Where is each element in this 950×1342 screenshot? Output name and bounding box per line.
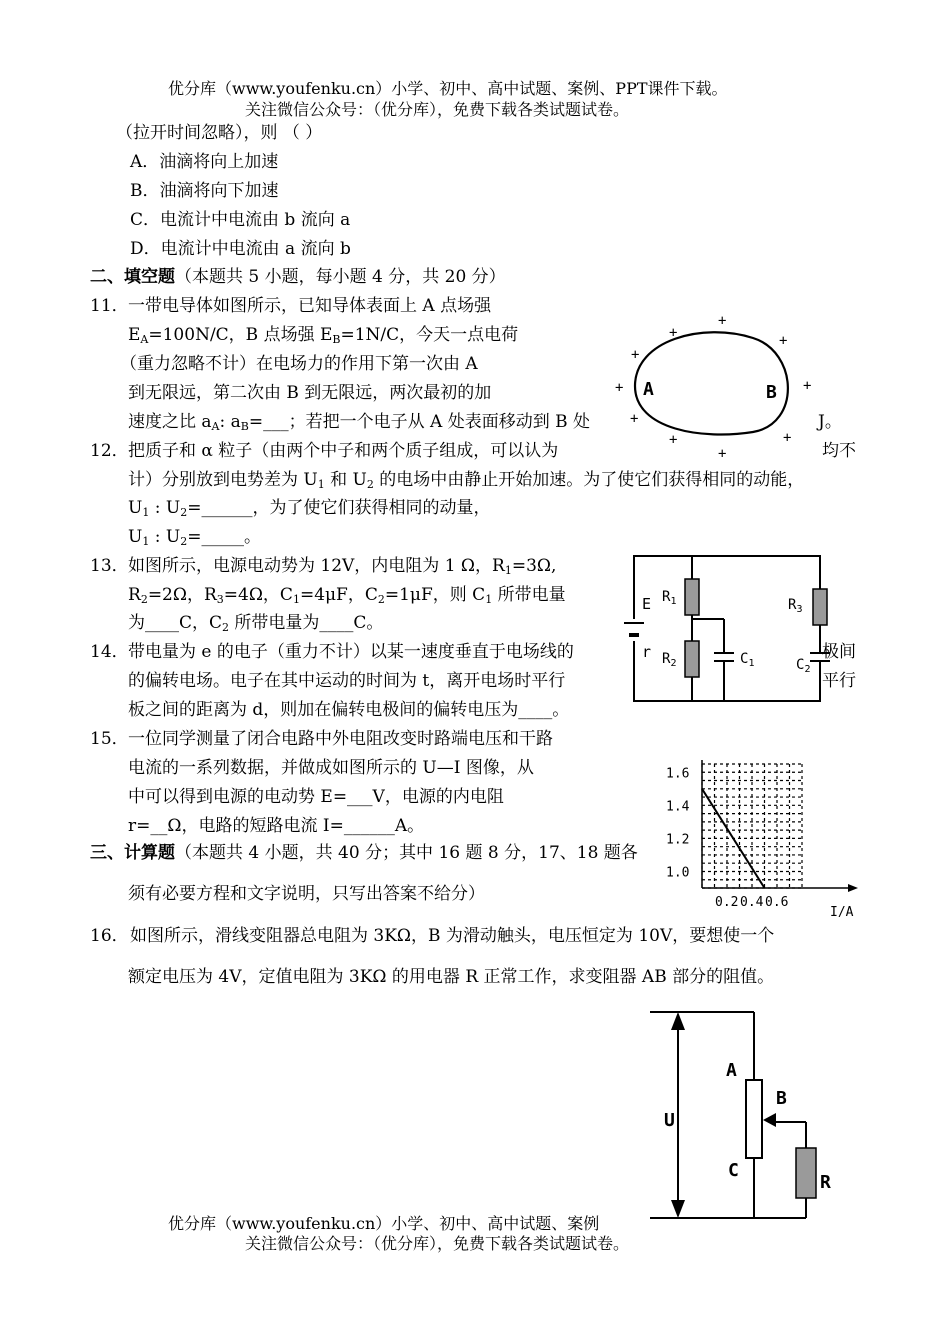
q11-number: 11．: [90, 296, 129, 316]
q15-line-3: 中可以得到电源的电动势 E=___V，电源的内电阻: [128, 787, 504, 807]
q11-l5-mid: : a: [219, 412, 241, 432]
plus-sign: +: [669, 432, 678, 448]
section3-line-2: 须有必要方程和文字说明，只写出答案不给分）: [128, 884, 485, 904]
section2-desc: （本题共 5 小题，每小题 4 分，共 20 分）: [175, 267, 506, 287]
q11-l2-sub-a: A: [140, 333, 149, 346]
q13-l3-end: 所带电量为____C。: [229, 613, 384, 633]
plus-sign: +: [631, 347, 640, 363]
q13-line-3: [128, 612, 383, 634]
q10-option-c: C．电流计中电流由 b 流向 a: [130, 210, 351, 230]
q12-l4-u: U: [128, 527, 143, 547]
q12-l3-u: U: [128, 498, 143, 518]
q12-line-1: 把质子和 α 粒子（由两个中子和两个质子组成，可以认为: [128, 441, 559, 461]
r3-label: $R_3$: [788, 597, 803, 615]
section3-desc: （本题共 4 小题，共 40 分；其中 16 题 8 分，17、18 题各: [175, 843, 638, 863]
resistor-r2: [685, 641, 699, 677]
y-tick-label: 1.4: [666, 799, 690, 815]
q15-line-2: 电流的一系列数据，并做成如图所示的 U—I 图像，从: [128, 758, 534, 778]
q12-l4-sub-1: 1: [142, 535, 150, 548]
terminal-a-label: A: [726, 1060, 737, 1081]
q11-line-5-tail: J。: [818, 412, 842, 432]
u-i-chart: [660, 752, 870, 920]
q16-number: 16．: [90, 926, 129, 946]
q12-l3-sub-2: 2: [180, 506, 188, 519]
slider-arrow: [763, 1113, 776, 1127]
q13-l2-k: 所带电量: [492, 585, 566, 605]
q14-line-1-tail: 极间: [822, 642, 856, 662]
q11-l2-sub-b: B: [332, 333, 341, 346]
y-tick-label: 1.6: [666, 766, 690, 782]
plus-sign: +: [669, 325, 678, 341]
q11-l5-sub-b: B: [240, 420, 249, 433]
q13-line-2: [128, 584, 566, 606]
x-axis-label: I/A: [830, 905, 854, 920]
rheostat-circuit-figure: [630, 1000, 860, 1226]
q13-l2-i: =1μF，则 C: [384, 585, 486, 605]
q14-line-3: 板之间的距离为 d，则加在偏转电极间的偏转电压为____。: [128, 700, 570, 720]
voltage-arrow-down: [671, 1200, 685, 1218]
q15-line-4: r=__Ω，电路的短路电流 I=______A。: [128, 816, 425, 836]
plus-sign: +: [630, 411, 639, 427]
q10-tail-line: （拉开时间忽略），则 （ ）: [116, 123, 323, 143]
r2-label: $R_2$: [662, 651, 677, 669]
q13-l2-s2: 3: [216, 593, 224, 606]
chart-series: [702, 789, 765, 888]
q12-l4-mid: : U: [149, 527, 181, 547]
x-tick-label: 0.6: [765, 895, 789, 910]
q13-l3-sub: 2: [222, 621, 230, 634]
q11-l2-mid: =100N/C，B 点场强 E: [148, 325, 333, 345]
q14-line-2-tail: 平行: [822, 671, 856, 691]
q10-option-b: B．油滴将向下加速: [130, 181, 279, 201]
q12-l4-end: =_____。: [187, 527, 261, 547]
q11-line-5: [128, 411, 590, 433]
plus-sign: +: [783, 430, 792, 446]
x-tick-label: 0.4: [740, 895, 764, 910]
q12-l2-mid: 和 U: [324, 470, 367, 490]
q13-l1-a: 如图所示，电源电动势为 12V，内电阻为 1 Ω，R: [128, 556, 505, 576]
capacitor-circuit-figure: [620, 549, 835, 711]
circuit-wires: [634, 556, 820, 701]
q15-line-1: 一位同学测量了闭合电路中外电阻改变时路端电压和干路: [128, 729, 553, 749]
q14-number: 14．: [90, 642, 129, 662]
q14-line-1: 带电量为 e 的电子（重力不计）以某一速度垂直于电场线的: [128, 642, 574, 662]
plus-sign: +: [718, 446, 727, 462]
q15-number: 15．: [90, 729, 129, 749]
q12-l2-sub-1: 1: [317, 478, 325, 491]
rheostat-body: [746, 1080, 762, 1158]
header-line-2: 关注微信公众号：（优分库），免费下载各类试题试卷。: [245, 100, 630, 119]
q11-l5-end: =___；若把一个电子从 A 处表面移动到 B 处: [248, 412, 591, 432]
resistor-r3: [813, 589, 827, 625]
q10-option-a: A．油滴将向上加速: [130, 152, 279, 172]
c1-label: $C_1$: [740, 651, 755, 669]
plus-sign: +: [718, 313, 727, 329]
q12-line-4: [128, 526, 261, 548]
q13-number: 13．: [90, 556, 129, 576]
q11-line-4: 到无限远，第二次由 B 到无限远，两次最初的加: [128, 383, 492, 403]
q13-l2-s1: 2: [140, 593, 148, 606]
q11-l2-e: E: [128, 325, 141, 345]
q13-l2-s4: 2: [377, 593, 385, 606]
chart-tick-labels: [666, 766, 854, 920]
c2-label: $C_2$: [796, 657, 811, 675]
q12-l2-a: 计）分别放到电势差为 U: [128, 470, 318, 490]
q12-line-3: [128, 497, 490, 519]
voltage-arrow-up: [671, 1012, 685, 1030]
x-tick-label: 0.2: [715, 895, 739, 910]
q11-l5-sub-a: A: [211, 420, 220, 433]
section2-label: 二、填空题: [90, 267, 175, 287]
footer-line-1: 优分库（www.youfenku.cn）小学、初中、高中试题、案例: [168, 1214, 600, 1233]
y-tick-label: 1.2: [666, 832, 690, 848]
plus-sign: +: [803, 378, 812, 394]
header-line-1: 优分库（www.youfenku.cn）小学、初中、高中试题、案例、PPT课件下载。: [168, 79, 728, 98]
resistor-r-label: R: [820, 1172, 831, 1193]
conductor-label-b: B: [766, 382, 777, 403]
q13-line-1: [128, 555, 556, 577]
section3-heading: [90, 842, 638, 864]
conductor-label-a: A: [643, 379, 654, 400]
q11-line-1: 一带电导体如图所示，已知导体表面上 A 点场强: [128, 296, 492, 316]
q12-l2-sub-2: 2: [366, 478, 374, 491]
footer-line-2: 关注微信公众号：（优分库），免费下载各类试题试卷。: [245, 1234, 630, 1253]
q11-l2-end: =1N/C，今天一点电荷: [340, 325, 519, 345]
q11-l5-a: 速度之比 a: [128, 412, 212, 432]
plus-sign: +: [615, 380, 624, 396]
conductor-figure: [603, 312, 818, 464]
q13-l2-e: =4Ω，C: [223, 585, 293, 605]
q13-l2-g: =4μF，C: [299, 585, 378, 605]
slider-b-label: B: [776, 1088, 787, 1109]
q11-line-2: [128, 324, 518, 346]
q13-l2-s3: 1: [292, 593, 300, 606]
y-tick-label: 1.0: [666, 865, 690, 881]
plus-sign: +: [779, 333, 788, 349]
series-line: [702, 789, 765, 888]
q12-line-2: [128, 469, 804, 491]
q16-line-2: 额定电压为 4V，定值电阻为 3KΩ 的用电器 R 正常工作，求变阻器 AB 部分的阻值。: [128, 967, 775, 987]
r1-label: $R_1$: [662, 589, 677, 607]
section2-heading: [90, 266, 506, 288]
q13-l2-a: R: [128, 585, 141, 605]
internal-r-label: r: [642, 643, 652, 661]
voltage-label: U: [664, 1110, 675, 1131]
q12-l3-mid: : U: [149, 498, 181, 518]
q13-l1-end: =3Ω,: [511, 556, 557, 576]
q13-l2-c: =2Ω，R: [147, 585, 217, 605]
resistor-r: [796, 1148, 816, 1198]
q14-line-2: 的偏转电场。电子在其中运动的时间为 t，离开电场时平行: [128, 671, 566, 691]
section3-label: 三、计算题: [90, 843, 175, 863]
q13-l3-a: 为____C，C: [128, 613, 223, 633]
q11-line-3: （重力忽略不计）在电场力的作用下第一次由 A: [120, 354, 478, 374]
conductor-outline: [635, 332, 788, 434]
resistor-r1: [685, 579, 699, 615]
q12-l4-sub-2: 2: [180, 535, 188, 548]
q12-line-1-tail: 均不: [822, 441, 856, 461]
q12-l3-sub-1: 1: [142, 506, 150, 519]
q13-l2-s5: 1: [485, 593, 493, 606]
q13-l1-sub: 1: [504, 564, 512, 577]
q12-l2-end: 的电场中由静止开始加速。为了使它们获得相同的动能，: [373, 470, 805, 490]
q12-l3-end: =______，为了使它们获得相同的动量，: [187, 498, 491, 518]
q12-number: 12．: [90, 441, 129, 461]
q16-line-1: 如图所示，滑线变阻器总电阻为 3KΩ，B 为滑动触头，电压恒定为 10V，要想使一个: [130, 926, 775, 946]
terminal-c-label: C: [728, 1160, 739, 1181]
emf-label: E: [642, 595, 652, 613]
x-axis-arrow: [848, 884, 858, 892]
q10-option-d: D．电流计中电流由 a 流向 b: [130, 239, 351, 259]
